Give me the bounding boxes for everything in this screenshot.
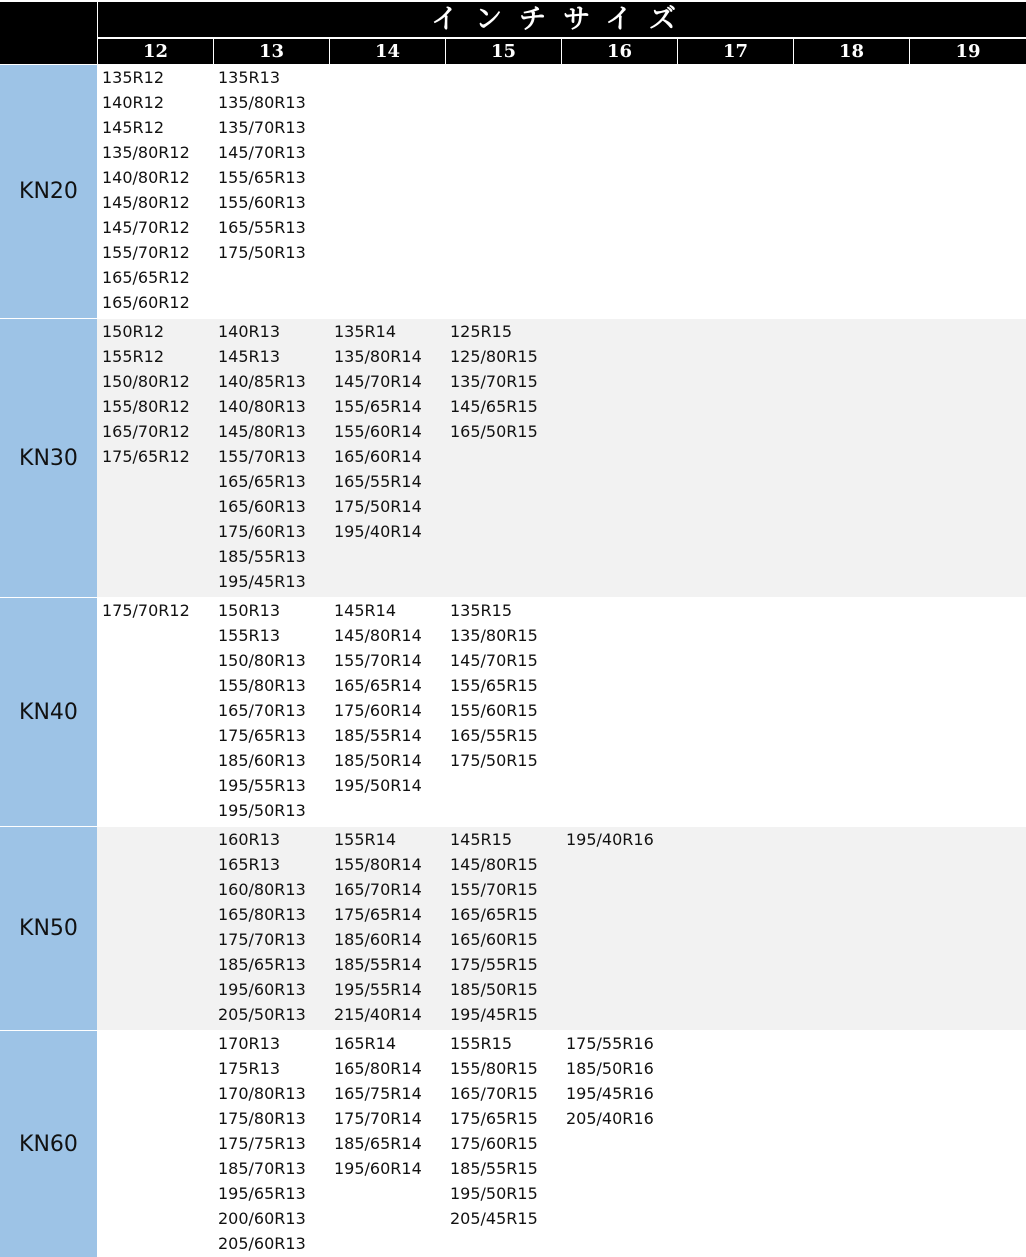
tire-size-entry: 155/60R13 [218,193,306,212]
table-cell [214,65,329,318]
tire-size-entry: 150/80R13 [218,651,306,670]
tire-size-entry: 155/65R14 [334,397,422,416]
tire-size-entry: 135R15 [450,601,513,620]
tire-size-entry: 135/80R15 [450,626,538,645]
table-row [0,319,1026,597]
table-cell [910,319,1026,597]
table-row [0,1031,1026,1257]
tire-size-entry: 145R15 [450,830,513,849]
column-header-15: 15 [446,39,561,64]
tire-size-entry: 135R12 [102,68,165,87]
table-cell [330,65,445,318]
tire-size-entry: 175/60R14 [334,701,422,720]
table-cell [794,65,909,318]
tire-size-entry: 145R12 [102,118,165,137]
row-label-kn20: KN20 [0,65,97,318]
table-cell [98,827,213,1030]
table-cell [678,319,793,597]
table-cell [562,598,677,826]
tire-size-entry: 185/55R15 [450,1159,538,1178]
tire-size-entry: 165/65R12 [102,268,190,287]
tire-size-entry: 125R15 [450,322,513,341]
tire-size-entry: 185/50R15 [450,980,538,999]
tire-size-entry: 165/55R14 [334,472,422,491]
tire-size-entry: 195/40R14 [334,522,422,541]
tire-size-entry: 135/80R13 [218,93,306,112]
tire-size-entry: 195/45R16 [566,1084,654,1103]
tire-size-entry: 175/70R12 [102,601,190,620]
column-header-18: 18 [794,39,909,64]
tire-size-entry: 205/40R16 [566,1109,654,1128]
tire-size-entry: 175/80R13 [218,1109,306,1128]
tire-size-entry: 205/50R13 [218,1005,306,1024]
tire-size-entry: 195/65R13 [218,1184,306,1203]
tire-size-entry: 165/60R14 [334,447,422,466]
tire-size-entry: 155R15 [450,1034,513,1053]
tire-size-entry: 175/50R15 [450,751,538,770]
table-row [0,827,1026,1030]
tire-size-entry: 160R13 [218,830,281,849]
tire-size-entry: 165R13 [218,855,281,874]
table-cell [910,65,1026,318]
table-cell [98,1031,213,1257]
tire-size-entry: 135R14 [334,322,397,341]
tire-size-entry: 140/80R13 [218,397,306,416]
tire-size-entry: 175/50R14 [334,497,422,516]
tire-size-entry: 165/65R15 [450,905,538,924]
tire-size-entry: 165/80R14 [334,1059,422,1078]
tire-size-entry: 195/60R13 [218,980,306,999]
table-row [0,598,1026,826]
row-label-kn60: KN60 [0,1031,97,1257]
tire-size-entry: 195/55R14 [334,980,422,999]
column-header-12: 12 [98,39,213,64]
tire-size-entry: 185/70R13 [218,1159,306,1178]
table-cell [794,598,909,826]
tire-size-entry: 145R13 [218,347,281,366]
table-cell [678,65,793,318]
tire-size-entry: 145/70R13 [218,143,306,162]
column-header-16: 16 [562,39,677,64]
tire-size-entry: 145/70R15 [450,651,538,670]
tire-size-entry: 185/55R13 [218,547,306,566]
tire-size-entry: 155/60R15 [450,701,538,720]
tire-size-entry: 175/50R13 [218,243,306,262]
table-cell [910,827,1026,1030]
table-cell [794,1031,909,1257]
table-cell [446,1031,561,1257]
row-label-kn30: KN30 [0,319,97,597]
tire-size-entry: 175/55R16 [566,1034,654,1053]
tire-size-entry: 165/70R15 [450,1084,538,1103]
tire-size-entry: 145/65R15 [450,397,538,416]
tire-size-entry: 185/60R13 [218,751,306,770]
tire-size-entry: 165/60R13 [218,497,306,516]
tire-size-entry: 185/65R13 [218,955,306,974]
tire-size-entry: 155/70R14 [334,651,422,670]
tire-size-entry: 155/80R14 [334,855,422,874]
tire-size-entry: 195/50R13 [218,801,306,820]
table-cell [98,65,213,318]
column-header-14: 14 [330,39,445,64]
table-cell [562,65,677,318]
tire-size-entry: 175/65R14 [334,905,422,924]
tire-size-entry: 140/85R13 [218,372,306,391]
tire-size-entry: 155/65R13 [218,168,306,187]
tire-size-entry: 205/45R15 [450,1209,538,1228]
table-cell [794,319,909,597]
tire-size-entry: 155R12 [102,347,165,366]
tire-size-entry: 165/70R12 [102,422,190,441]
table-cell [446,598,561,826]
tire-size-entry: 165R14 [334,1034,397,1053]
table-cell [678,827,793,1030]
tire-size-entry: 145/80R14 [334,626,422,645]
tire-size-entry: 205/60R13 [218,1234,306,1253]
column-header-19: 19 [910,39,1026,64]
tire-size-entry: 165/60R12 [102,293,190,312]
tire-size-entry: 175R13 [218,1059,281,1078]
tire-size-entry: 140R13 [218,322,281,341]
tire-size-entry: 185/65R14 [334,1134,422,1153]
table-cell [910,598,1026,826]
table-cell [214,319,329,597]
tire-size-entry: 170R13 [218,1034,281,1053]
table-cell [446,319,561,597]
tire-size-entry: 165/55R13 [218,218,306,237]
table-cell [330,1031,445,1257]
inch-size-title: インチサイズ [98,2,1026,37]
tire-size-entry: 150R12 [102,322,165,341]
tire-size-entry: 175/60R13 [218,522,306,541]
table-cell [214,1031,329,1257]
tire-size-entry: 125/80R15 [450,347,538,366]
tire-size-entry: 140/80R12 [102,168,190,187]
row-label-kn50: KN50 [0,827,97,1030]
tire-size-entry: 135/70R13 [218,118,306,137]
tire-size-entry: 185/60R14 [334,930,422,949]
tire-size-entry: 175/70R13 [218,930,306,949]
tire-size-entry: 195/40R16 [566,830,654,849]
tire-size-entry: 155R13 [218,626,281,645]
tire-size-entry: 175/65R13 [218,726,306,745]
table-cell [678,1031,793,1257]
tire-size-entry: 165/70R14 [334,880,422,899]
table-cell [98,319,213,597]
table-cell [446,65,561,318]
tire-size-entry: 165/75R14 [334,1084,422,1103]
tire-size-entry: 175/65R12 [102,447,190,466]
tire-size-entry: 175/70R14 [334,1109,422,1128]
table-cell [794,827,909,1030]
tire-size-entry: 155R14 [334,830,397,849]
tire-size-entry: 185/50R16 [566,1059,654,1078]
tire-size-entry: 165/80R13 [218,905,306,924]
tire-size-entry: 185/55R14 [334,726,422,745]
tire-size-entry: 155/80R12 [102,397,190,416]
tire-size-entry: 195/60R14 [334,1159,422,1178]
table-cell [562,1031,677,1257]
tire-size-entry: 215/40R14 [334,1005,422,1024]
tire-size-entry: 165/65R14 [334,676,422,695]
tire-size-entry: 165/65R13 [218,472,306,491]
table-cell [562,827,677,1030]
tire-size-entry: 135/70R15 [450,372,538,391]
tire-size-entry: 195/50R15 [450,1184,538,1203]
tire-size-entry: 165/55R15 [450,726,538,745]
tire-size-entry: 185/50R14 [334,751,422,770]
tire-size-entry: 155/65R15 [450,676,538,695]
tire-size-entry: 165/70R13 [218,701,306,720]
tire-size-entry: 195/45R15 [450,1005,538,1024]
table-cell [214,827,329,1030]
tire-size-entry: 155/70R13 [218,447,306,466]
tire-size-entry: 170/80R13 [218,1084,306,1103]
tire-size-entry: 140R12 [102,93,165,112]
tire-size-entry: 175/75R13 [218,1134,306,1153]
tire-size-entry: 155/70R12 [102,243,190,262]
table-cell [678,598,793,826]
tire-size-entry: 135/80R14 [334,347,422,366]
tire-size-entry: 155/60R14 [334,422,422,441]
tire-size-entry: 155/80R15 [450,1059,538,1078]
table-cell [330,598,445,826]
table-cell [562,319,677,597]
table-row [0,65,1026,318]
tire-size-entry: 145/70R14 [334,372,422,391]
tire-size-entry: 165/60R15 [450,930,538,949]
table-cell [330,319,445,597]
tire-size-entry: 155/80R13 [218,676,306,695]
tire-size-entry: 195/45R13 [218,572,306,591]
table-cell [330,827,445,1030]
tire-size-entry: 155/70R15 [450,880,538,899]
tire-size-entry: 145/80R12 [102,193,190,212]
tire-size-entry: 145/80R15 [450,855,538,874]
tire-size-entry: 195/50R14 [334,776,422,795]
tire-size-entry: 145/80R13 [218,422,306,441]
tire-size-entry: 195/55R13 [218,776,306,795]
tire-size-entry: 175/65R15 [450,1109,538,1128]
tire-size-entry: 135R13 [218,68,281,87]
tire-size-entry: 135/80R12 [102,143,190,162]
column-header-17: 17 [678,39,793,64]
table-cell [910,1031,1026,1257]
table-cell [214,598,329,826]
tire-size-entry: 150/80R12 [102,372,190,391]
tire-size-entry: 165/50R15 [450,422,538,441]
tire-size-entry: 150R13 [218,601,281,620]
tire-size-entry: 160/80R13 [218,880,306,899]
tire-size-entry: 175/55R15 [450,955,538,974]
table-cell [446,827,561,1030]
tire-size-entry: 185/55R14 [334,955,422,974]
tire-size-entry: 175/60R15 [450,1134,538,1153]
tire-size-entry: 145/70R12 [102,218,190,237]
column-header-13: 13 [214,39,329,64]
row-label-kn40: KN40 [0,598,97,826]
tire-size-entry: 200/60R13 [218,1209,306,1228]
table-cell [98,598,213,826]
header-corner [0,2,97,64]
tire-size-entry: 145R14 [334,601,397,620]
